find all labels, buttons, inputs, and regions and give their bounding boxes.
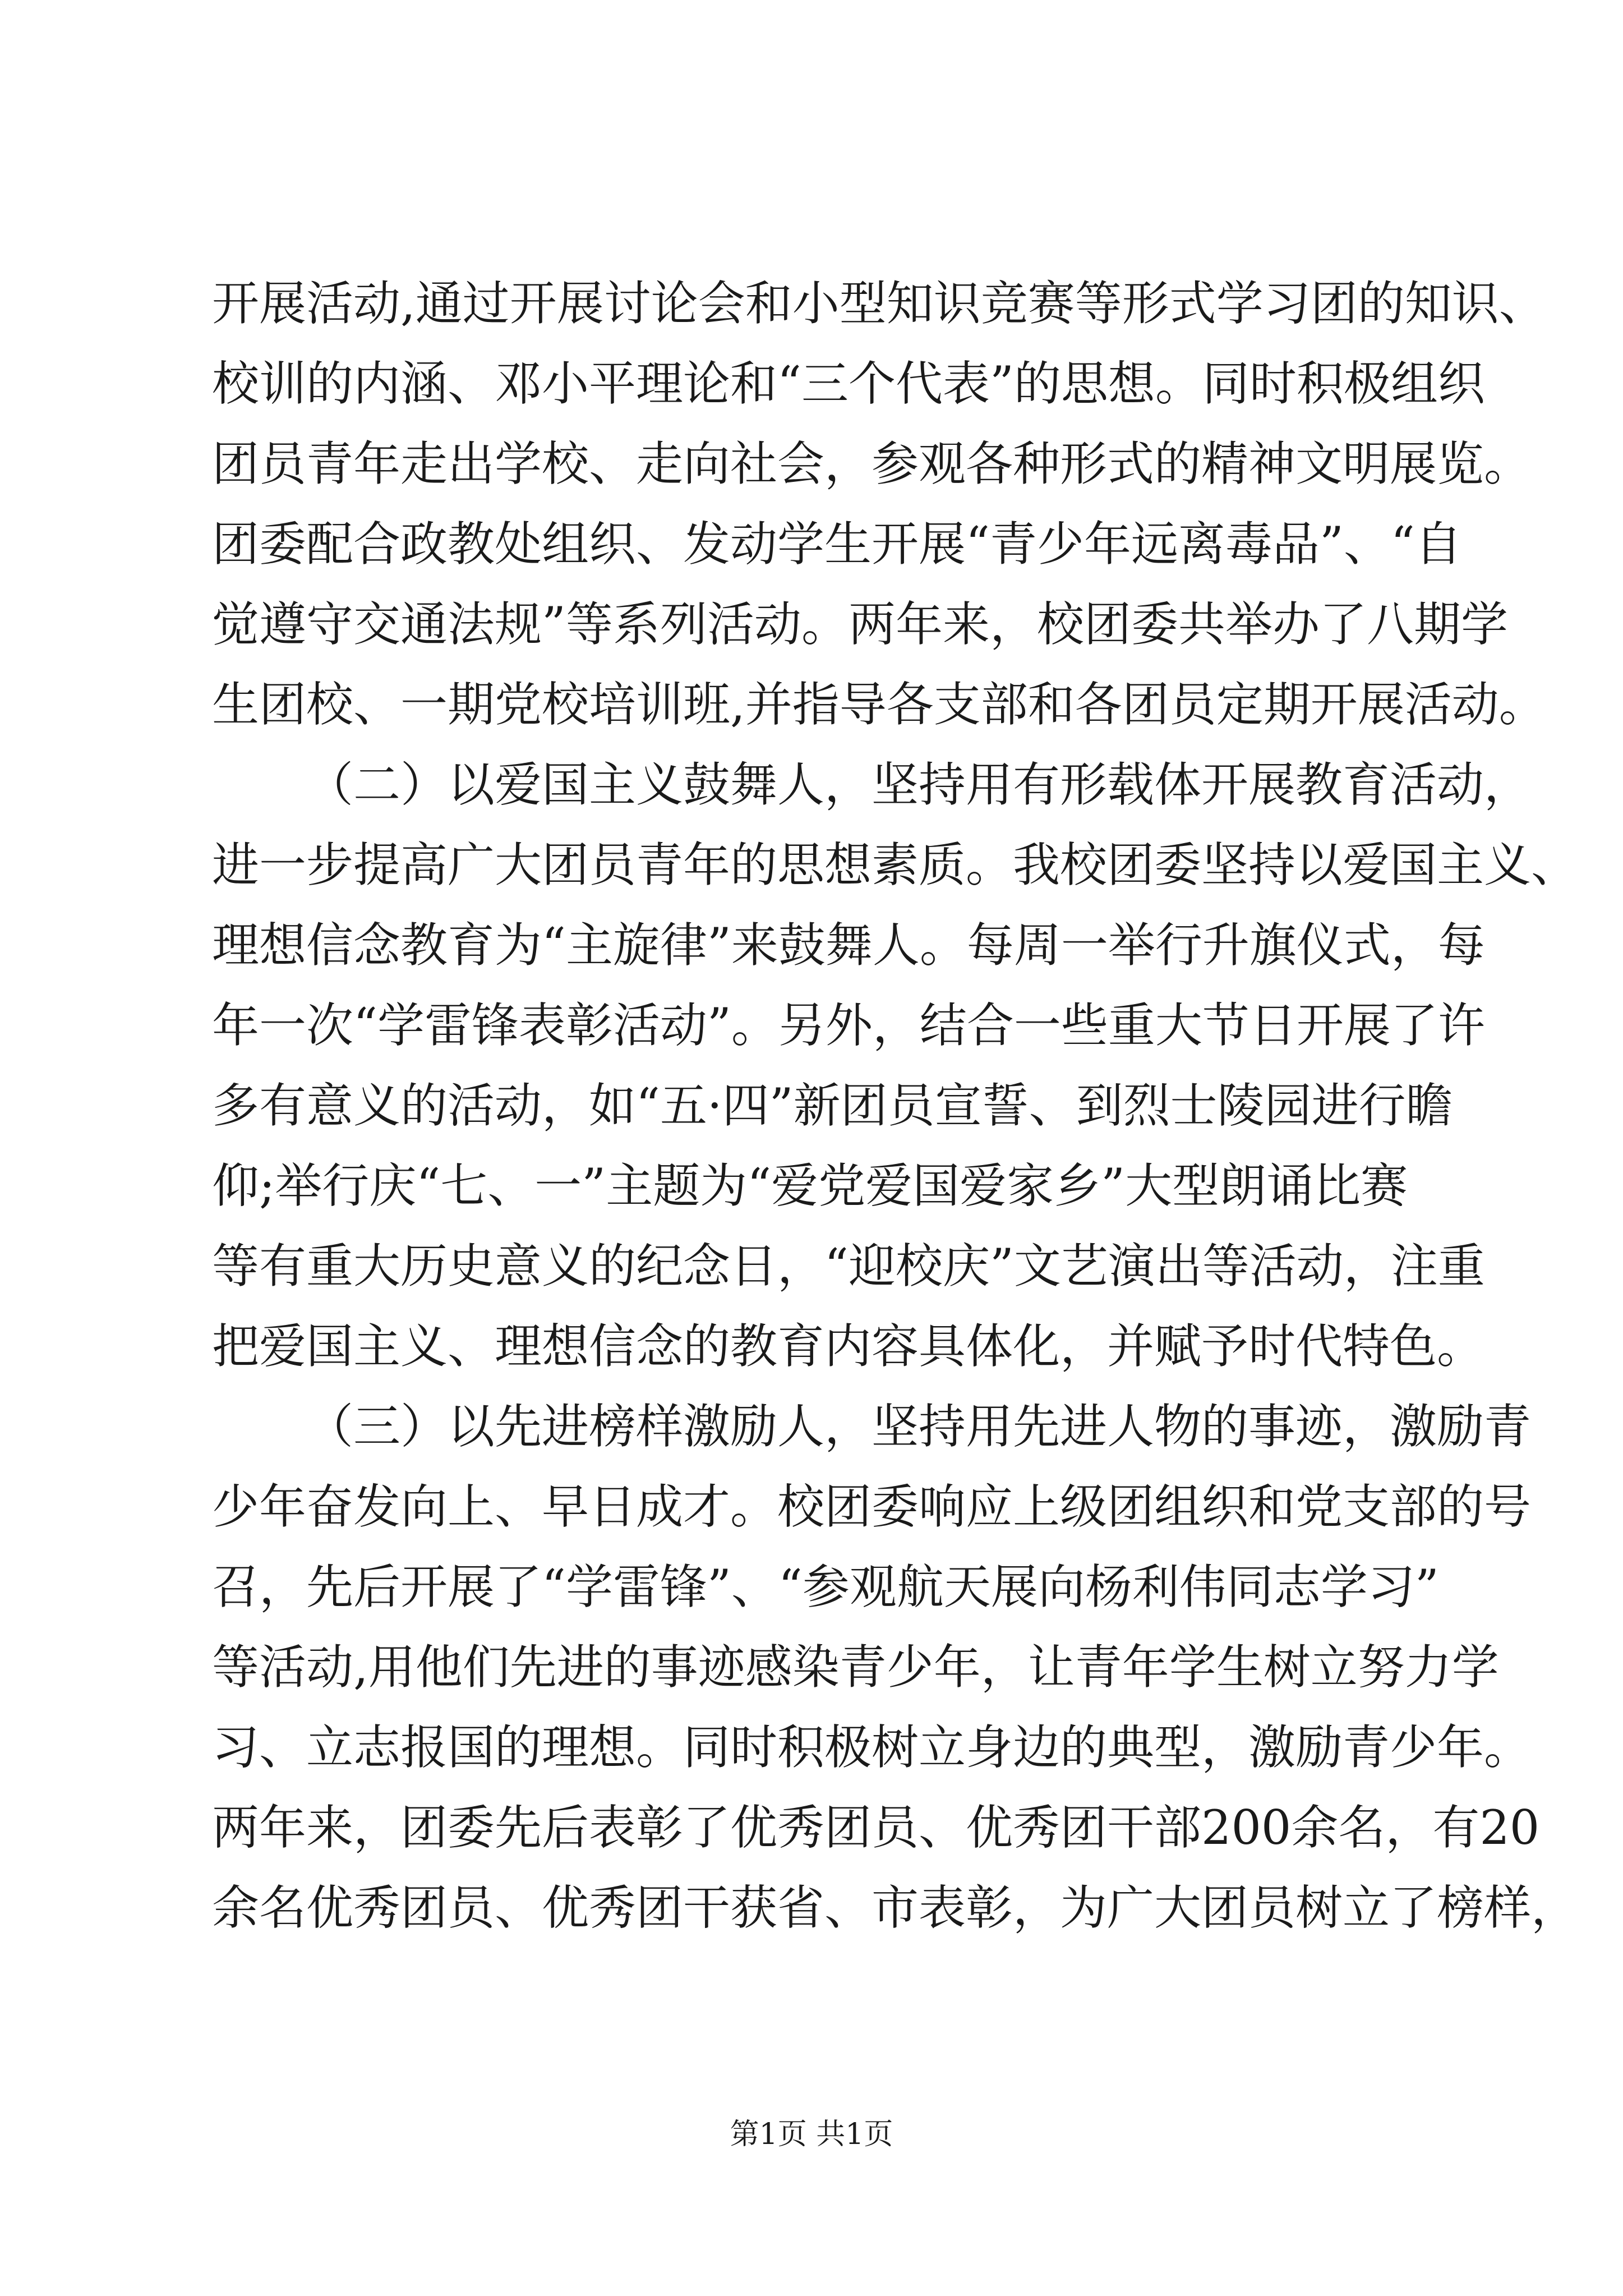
text-line: 团委配合政教处组织、发动学生开展“青少年远离毒品”、“自 bbox=[212, 517, 1462, 572]
text-line: 开展活动,通过开展讨论会和小型知识竞赛等形式学习团的知识、 bbox=[212, 276, 1546, 331]
paragraph-heading-3: （三）以先进榜样激励人，坚持用先进人物的事迹，激励青 bbox=[306, 1399, 1532, 1454]
text-line: 等有重大历史意义的纪念日，“迎校庆”文艺演出等活动，注重 bbox=[212, 1239, 1485, 1294]
text-line: 多有意义的活动，如“五·四”新团员宣誓、到烈士陵园进行瞻 bbox=[212, 1078, 1453, 1133]
text-line: 觉遵守交通法规”等系列活动。两年来，校团委共举办了八期学 bbox=[212, 597, 1508, 652]
body-text bbox=[212, 264, 1579, 1948]
text-line: 团员青年走出学校、走向社会，参观各种形式的精神文明展览。 bbox=[212, 436, 1532, 491]
paragraph-heading-2: （二）以爱国主义鼓舞人，坚持用有形载体开展教育活动， bbox=[306, 757, 1532, 812]
text-line: 生团校、一期党校培训班,并指导各支部和各团员定期开展活动。 bbox=[212, 677, 1546, 732]
text-line: 余名优秀团员、优秀团干获省、市表彰，为广大团员树立了榜样， bbox=[212, 1880, 1579, 1935]
text-line: 等活动,用他们先进的事迹感染青少年，让青年学生树立努力学 bbox=[212, 1640, 1499, 1695]
text-line: 年一次“学雷锋表彰活动”。另外，结合一些重大节日开展了许 bbox=[212, 998, 1485, 1053]
page-number: 第1页 共1页 bbox=[730, 2118, 893, 2151]
text-line: 进一步提高广大团员青年的思想素质。我校团委坚持以爱国主义、 bbox=[212, 838, 1579, 892]
text-line: 校训的内涵、邓小平理论和“三个代表”的思想。同时积极组织 bbox=[212, 356, 1485, 411]
text-line: 召，先后开展了“学雷锋”、“参观航天展向杨利伟同志学习” bbox=[212, 1559, 1439, 1614]
text-line: 仰;举行庆“七、一”主题为“爱党爱国爱家乡”大型朗诵比赛 bbox=[212, 1158, 1408, 1213]
text-line: 两年来，团委先后表彰了优秀团员、优秀团干部200余名，有20 bbox=[212, 1800, 1540, 1855]
page-footer bbox=[0, 2115, 1623, 2154]
text-line: 把爱国主义、理想信念的教育内容具体化，并赋予时代特色。 bbox=[212, 1319, 1484, 1374]
text-line: 少年奋发向上、早日成才。校团委响应上级团组织和党支部的号 bbox=[212, 1479, 1532, 1534]
text-line: 习、立志报国的理想。同时积极树立身边的典型，激励青少年。 bbox=[212, 1720, 1532, 1775]
text-line: 理想信念教育为“主旋律”来鼓舞人。每周一举行升旗仪式，每 bbox=[212, 918, 1485, 973]
